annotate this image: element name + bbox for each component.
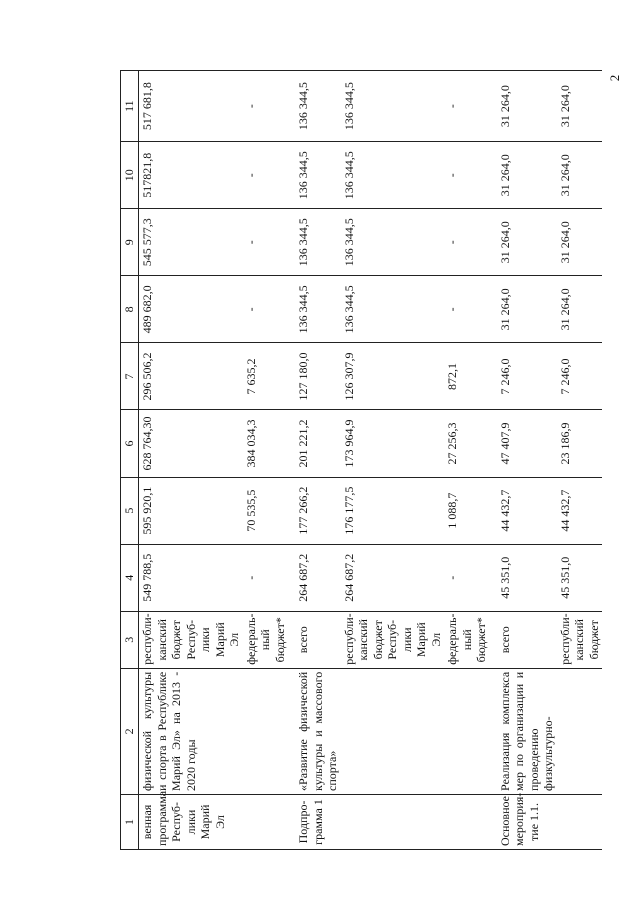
column-header-1: 1 xyxy=(121,794,139,849)
amount-cell: 136 344,5 xyxy=(288,142,341,209)
amount-cell: 136 344,5 xyxy=(341,276,445,343)
amount-cell: - xyxy=(444,544,490,611)
amount-cell: 177 266,2 xyxy=(288,477,341,544)
amount-cell: 136 344,5 xyxy=(288,209,341,276)
amount-cell: 384 034,3 xyxy=(243,410,289,477)
column-header-7: 7 xyxy=(121,343,139,410)
amount-cell: 31 264,0 xyxy=(557,209,603,276)
program-cell: Основное мероприя-тие 1.1. xyxy=(490,794,557,849)
column-header-6: 6 xyxy=(121,410,139,477)
column-header-8: 8 xyxy=(121,276,139,343)
column-header-10: 10 xyxy=(121,142,139,209)
amount-cell: 31 264,0 xyxy=(557,276,603,343)
funding-source-cell: всего xyxy=(288,611,341,668)
measure-name-cell: Реализация комплекса мер по организации и проведению физкультурно- xyxy=(490,668,557,794)
measure-name-cell xyxy=(341,668,445,794)
measure-name-cell xyxy=(444,668,490,794)
funding-source-cell: республи-канский бюджет xyxy=(557,611,603,668)
funding-source-cell: федераль-ный бюджет* xyxy=(243,611,289,668)
amount-cell: 7 246,0 xyxy=(490,343,557,410)
amount-cell: 45 351,0 xyxy=(557,544,603,611)
table-row xyxy=(139,71,243,850)
program-cell xyxy=(341,794,445,849)
amount-cell: 136 344,5 xyxy=(341,71,445,142)
funding-source-cell: всего xyxy=(490,611,557,668)
amount-cell: 31 264,0 xyxy=(490,209,557,276)
measure-name-cell: физической культуры и спорта в Республике Марий Эл» на 2013 - 2020 годы xyxy=(139,668,243,794)
amount-cell: 173 964,9 xyxy=(341,410,445,477)
program-cell xyxy=(557,794,603,849)
amount-cell: 136 344,5 xyxy=(341,142,445,209)
amount-cell: 517 681,8 xyxy=(139,71,243,142)
program-cell: венная программа Респуб-лики Марий Эл xyxy=(139,794,243,849)
column-header-3: 3 xyxy=(121,611,139,668)
amount-cell: - xyxy=(243,142,289,209)
amount-cell: 136 344,5 xyxy=(341,209,445,276)
amount-cell: - xyxy=(444,209,490,276)
table-row xyxy=(444,71,490,850)
amount-cell: 44 432,7 xyxy=(490,477,557,544)
amount-cell: - xyxy=(444,142,490,209)
amount-cell: 136 344,5 xyxy=(288,276,341,343)
amount-cell: 44 432,7 xyxy=(557,477,603,544)
amount-cell: 31 264,0 xyxy=(490,276,557,343)
amount-cell: 23 186,9 xyxy=(557,410,603,477)
amount-cell: 31 264,0 xyxy=(490,142,557,209)
amount-cell: - xyxy=(444,71,490,142)
amount-cell: 7 635,2 xyxy=(243,343,289,410)
amount-cell: 489 682,0 xyxy=(139,276,243,343)
funding-source-cell: республи-канский бюджет Респуб-лики Марий Эл xyxy=(341,611,445,668)
amount-cell: 545 577,3 xyxy=(139,209,243,276)
amount-cell: 127 180,0 xyxy=(288,343,341,410)
program-cell xyxy=(243,794,289,849)
page-number: 2 xyxy=(607,74,622,82)
amount-cell: - xyxy=(444,276,490,343)
amount-cell: 31 264,0 xyxy=(557,142,603,209)
amount-cell: 264 687,2 xyxy=(341,544,445,611)
amount-cell: 628 764,30 xyxy=(139,410,243,477)
amount-cell: 31 264,0 xyxy=(557,71,603,142)
column-header-5: 5 xyxy=(121,477,139,544)
amount-cell: 45 351,0 xyxy=(490,544,557,611)
amount-cell: 872,1 xyxy=(444,343,490,410)
amount-cell: - xyxy=(243,71,289,142)
column-header-11: 11 xyxy=(121,71,139,142)
header-row xyxy=(121,71,139,850)
amount-cell: 595 920,1 xyxy=(139,477,243,544)
table-row xyxy=(341,71,445,850)
amount-cell: 201 221,2 xyxy=(288,410,341,477)
amount-cell: 549 788,5 xyxy=(139,544,243,611)
funding-source-cell: республи-канский бюджет Респуб-лики Марий Эл xyxy=(139,611,243,668)
column-header-9: 9 xyxy=(121,209,139,276)
amount-cell: - xyxy=(243,276,289,343)
amount-cell: 47 407,9 xyxy=(490,410,557,477)
amount-cell: 136 344,5 xyxy=(288,71,341,142)
funding-source-cell: федераль-ный бюджет* xyxy=(444,611,490,668)
column-header-2: 2 xyxy=(121,668,139,794)
program-cell: Подпро-грамма 1 xyxy=(288,794,341,849)
table-row xyxy=(288,71,341,850)
amount-cell: 126 307,9 xyxy=(341,343,445,410)
amount-cell: 7 246,0 xyxy=(557,343,603,410)
measure-name-cell xyxy=(243,668,289,794)
amount-cell: 264 687,2 xyxy=(288,544,341,611)
amount-cell: 31 264,0 xyxy=(490,71,557,142)
column-header-4: 4 xyxy=(121,544,139,611)
measure-name-cell: «Развитие физической культуры и массового спорта» xyxy=(288,668,341,794)
table-row xyxy=(243,71,289,850)
table-row xyxy=(490,71,557,850)
amount-cell: 1 088,7 xyxy=(444,477,490,544)
budget-table xyxy=(120,70,602,850)
amount-cell: - xyxy=(243,209,289,276)
program-cell xyxy=(444,794,490,849)
amount-cell: 70 535,5 xyxy=(243,477,289,544)
amount-cell: 176 177,5 xyxy=(341,477,445,544)
budget-table-rotated xyxy=(120,70,620,850)
table-row xyxy=(557,71,603,850)
amount-cell: 517821,8 xyxy=(139,142,243,209)
measure-name-cell xyxy=(557,668,603,794)
amount-cell: 296 506,2 xyxy=(139,343,243,410)
amount-cell: 27 256,3 xyxy=(444,410,490,477)
table-body xyxy=(139,71,603,850)
amount-cell: - xyxy=(243,544,289,611)
